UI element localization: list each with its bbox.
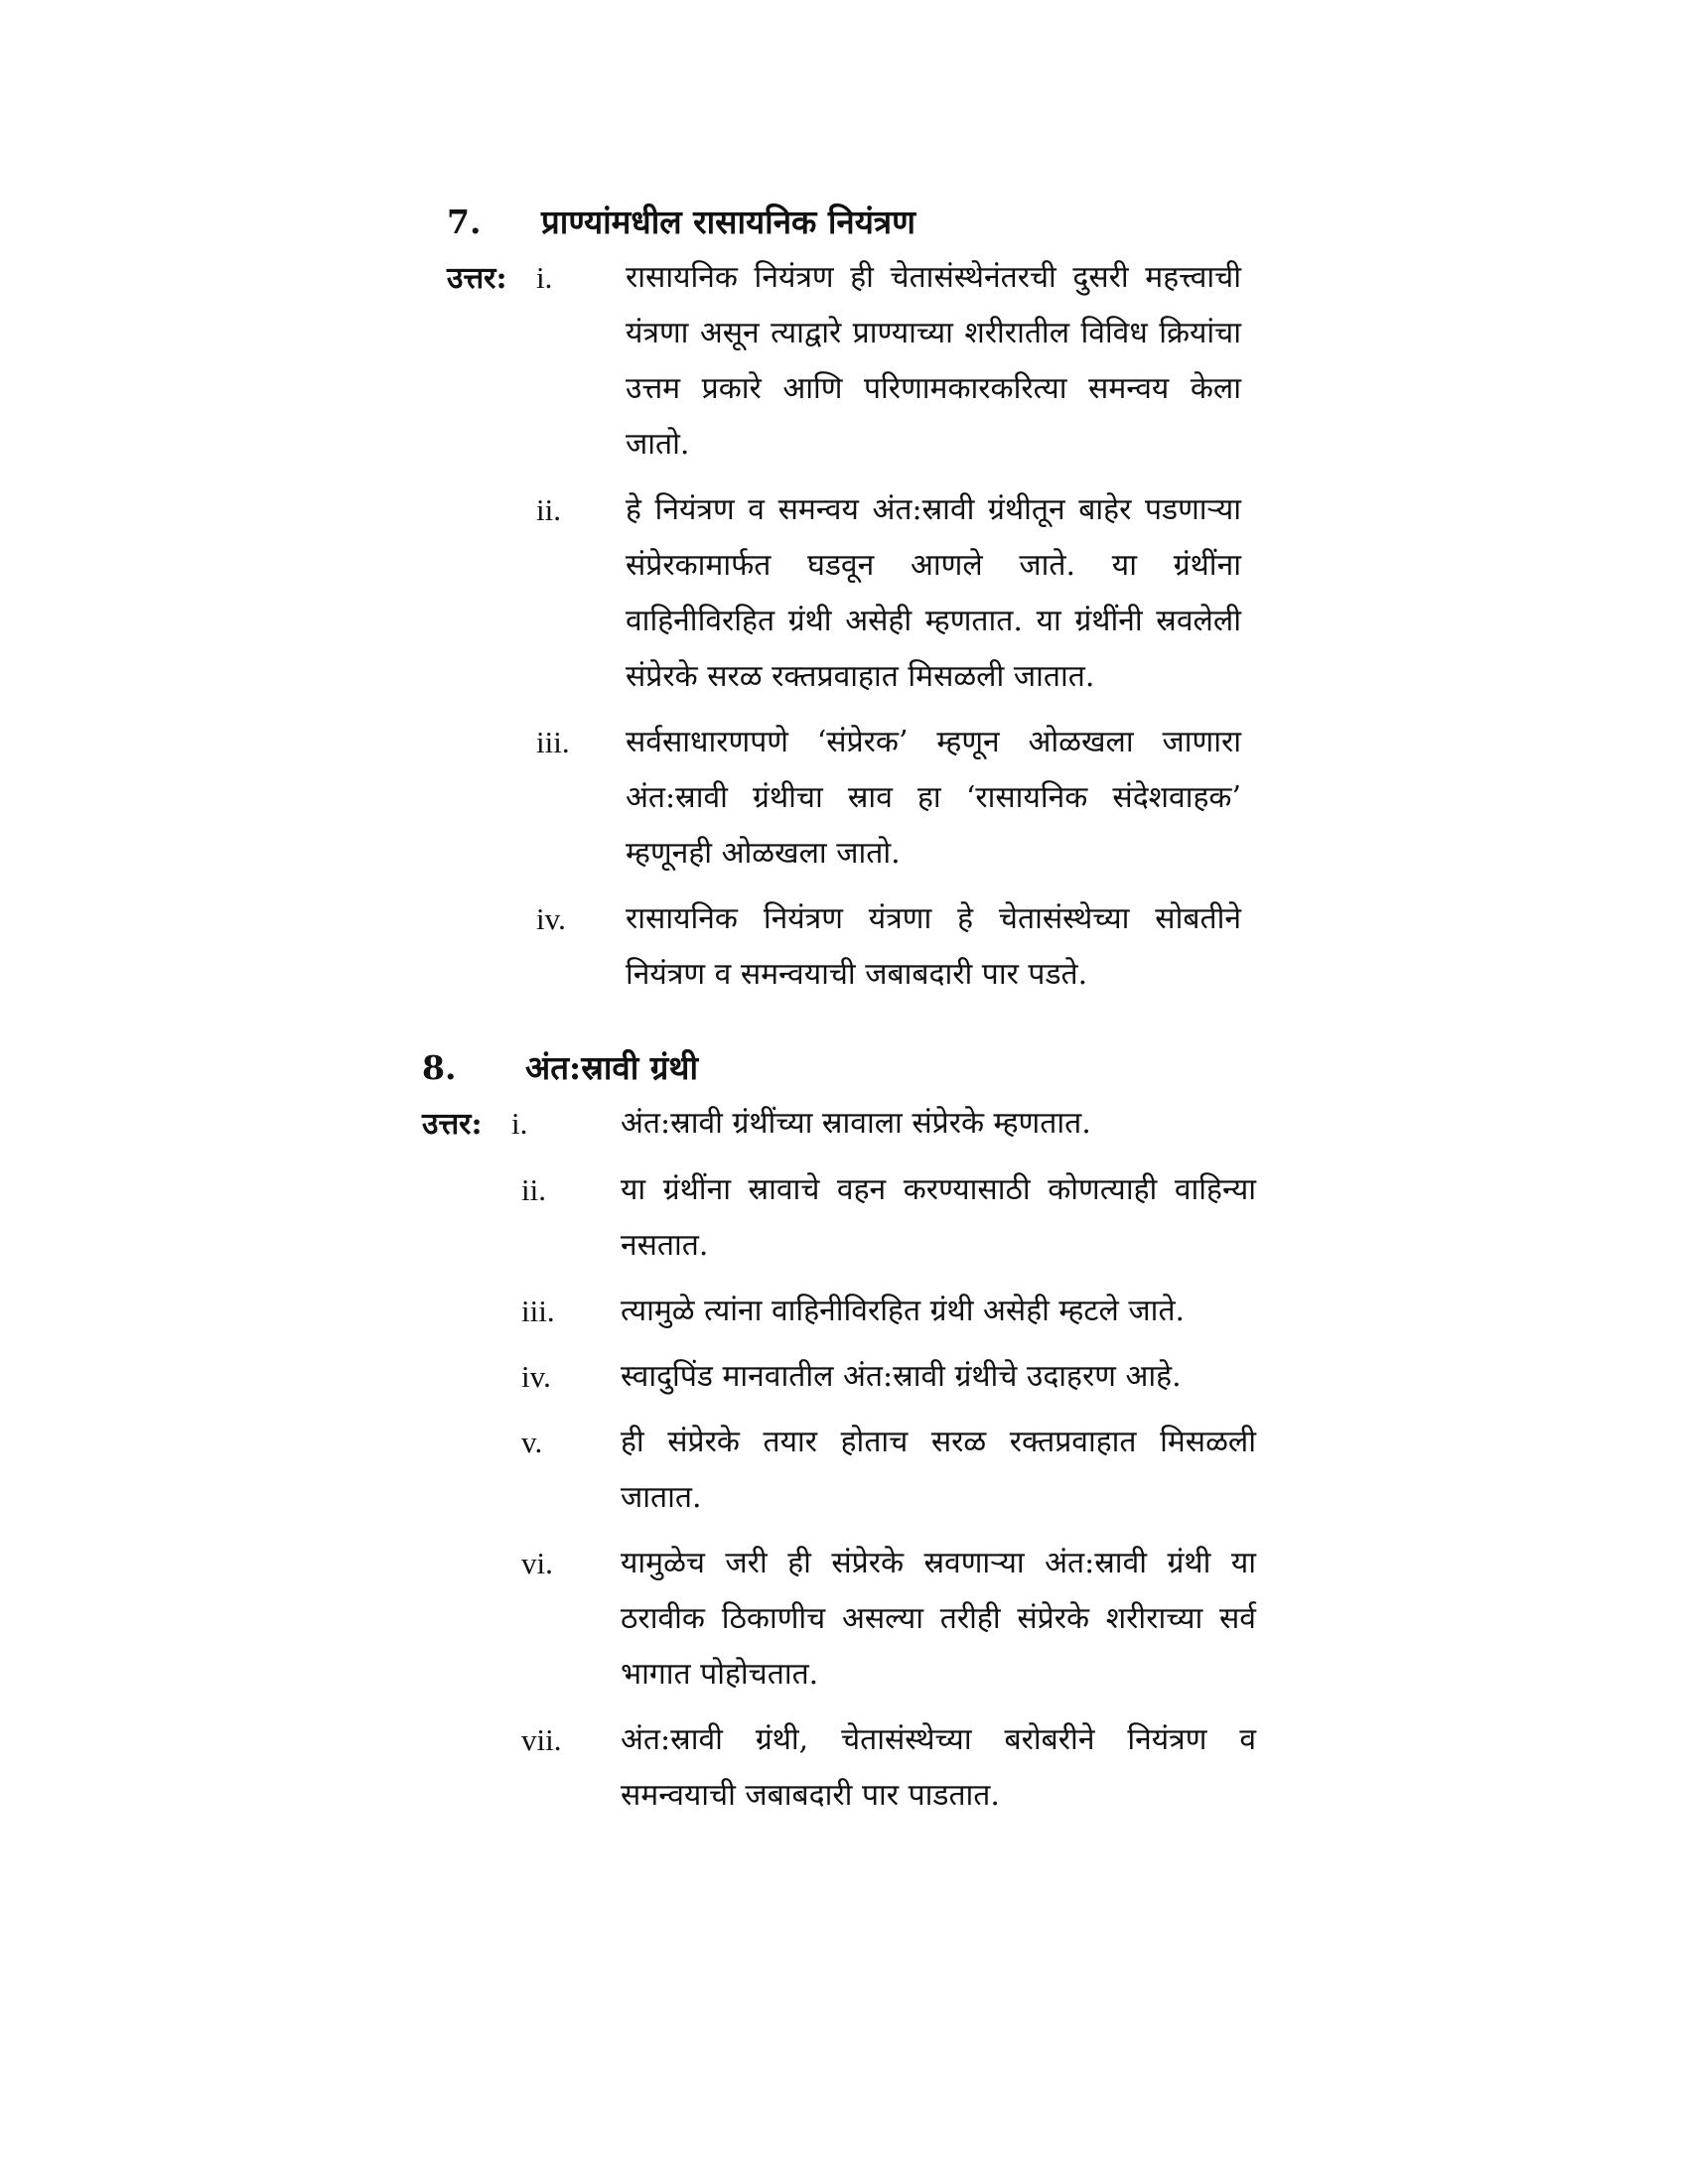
item-numeral: iv. <box>536 901 566 936</box>
item-text: अंत:स्रावी ग्रंथींच्या स्रावाला संप्रेरके म्हणतात. <box>621 1106 1091 1141</box>
answer-item <box>447 891 1241 1003</box>
section-title: प्राण्यांमधील रासायनिक नियंत्रण <box>541 203 915 241</box>
answer-item <box>422 1712 1256 1824</box>
item-text: सर्वसाधारणपणे ‘संप्रेरक’ म्हणून ओळखला जाणारा अंत:स्रावी ग्रंथीचा स्राव हा ‘रासायनिक संदेशवाहक’ म्हणूनही ओळखला जातो. <box>626 725 1241 871</box>
item-text: ही संप्रेरके तयार होताच सरळ रक्तप्रवाहात मिसळली जातात. <box>621 1425 1256 1515</box>
answer-item <box>422 1284 1256 1339</box>
item-text: हे नियंत्रण व समन्वय अंत:स्रावी ग्रंथीतून बाहेर पडणाऱ्या संप्रेरकामार्फत घडवून आणले जाते. या ग्रंथींना वाहिनीविरहित ग्रंथी असेही म्हणतात. या ग्रंथींनी स्रवलेली संप्रेरके सरळ रक्तप्रवाहात मिसळली जातात. <box>626 492 1241 694</box>
item-numeral: i. <box>536 260 553 295</box>
section-8 <box>422 1044 1256 1834</box>
answer-item <box>422 1096 1256 1153</box>
item-text: त्यामुळे त्यांना वाहिनीविरहित ग्रंथी असेही म्हटले जाते. <box>621 1294 1186 1328</box>
section-7 <box>447 199 1241 1013</box>
item-text: अंत:स्रावी ग्रंथी, चेतासंस्थेच्या बरोबरीने नियंत्रण व समन्वयाची जबाबदारी पार पाडतात. <box>621 1722 1256 1813</box>
item-text: या ग्रंथींना स्रावाचे वहन करण्यासाठी कोणत्याही वाहिन्या नसतात. <box>621 1172 1256 1263</box>
answer-label: उत्तर: <box>447 261 507 296</box>
item-numeral: vii. <box>521 1722 562 1757</box>
answer-item <box>447 482 1241 705</box>
item-text: यामुळेच जरी ही संप्रेरके स्रवणाऱ्या अंत:स्रावी ग्रंथी या ठरावीक ठिकाणीच असल्या तरीही संप्रेरके शरीराच्या सर्व भागात पोहोचतात. <box>621 1546 1256 1692</box>
item-text: रासायनिक नियंत्रण ही चेतासंस्थेनंतरची दुसरी महत्त्वाची यंत्रणा असून त्याद्वारे प्राण्याच्या शरीरातील विविध क्रियांचा उत्तम प्रकारे आणि परिणामकारकरित्या समन्वय केला जातो. <box>626 260 1241 462</box>
section-heading <box>447 199 1241 246</box>
section-title: अंत:स्रावी ग्रंथी <box>525 1048 699 1087</box>
answer-item <box>447 715 1241 882</box>
answer-label: उत्तर: <box>422 1107 483 1142</box>
item-numeral: iii. <box>521 1294 555 1328</box>
item-numeral: iv. <box>521 1359 551 1394</box>
section-heading <box>422 1044 1256 1092</box>
answer-item <box>422 1415 1256 1526</box>
item-text: स्वादुपिंड मानवातील अंत:स्रावी ग्रंथीचे उदाहरण आहे. <box>621 1359 1182 1394</box>
item-text: रासायनिक नियंत्रण यंत्रणा हे चेतासंस्थेच्या सोबतीने नियंत्रण व समन्वयाची जबाबदारी पार पडते. <box>626 901 1241 992</box>
item-numeral: i. <box>511 1106 528 1141</box>
item-numeral: iii. <box>536 725 570 759</box>
answer-item <box>422 1349 1256 1405</box>
section-number: 7. <box>447 203 482 241</box>
section-number: 8. <box>422 1048 457 1087</box>
item-numeral: vi. <box>521 1546 553 1580</box>
item-numeral: v. <box>521 1425 543 1459</box>
answer-item <box>422 1162 1256 1274</box>
item-numeral: ii. <box>521 1172 546 1207</box>
answer-item <box>447 250 1241 473</box>
answer-item <box>422 1536 1256 1703</box>
item-numeral: ii. <box>536 492 561 527</box>
